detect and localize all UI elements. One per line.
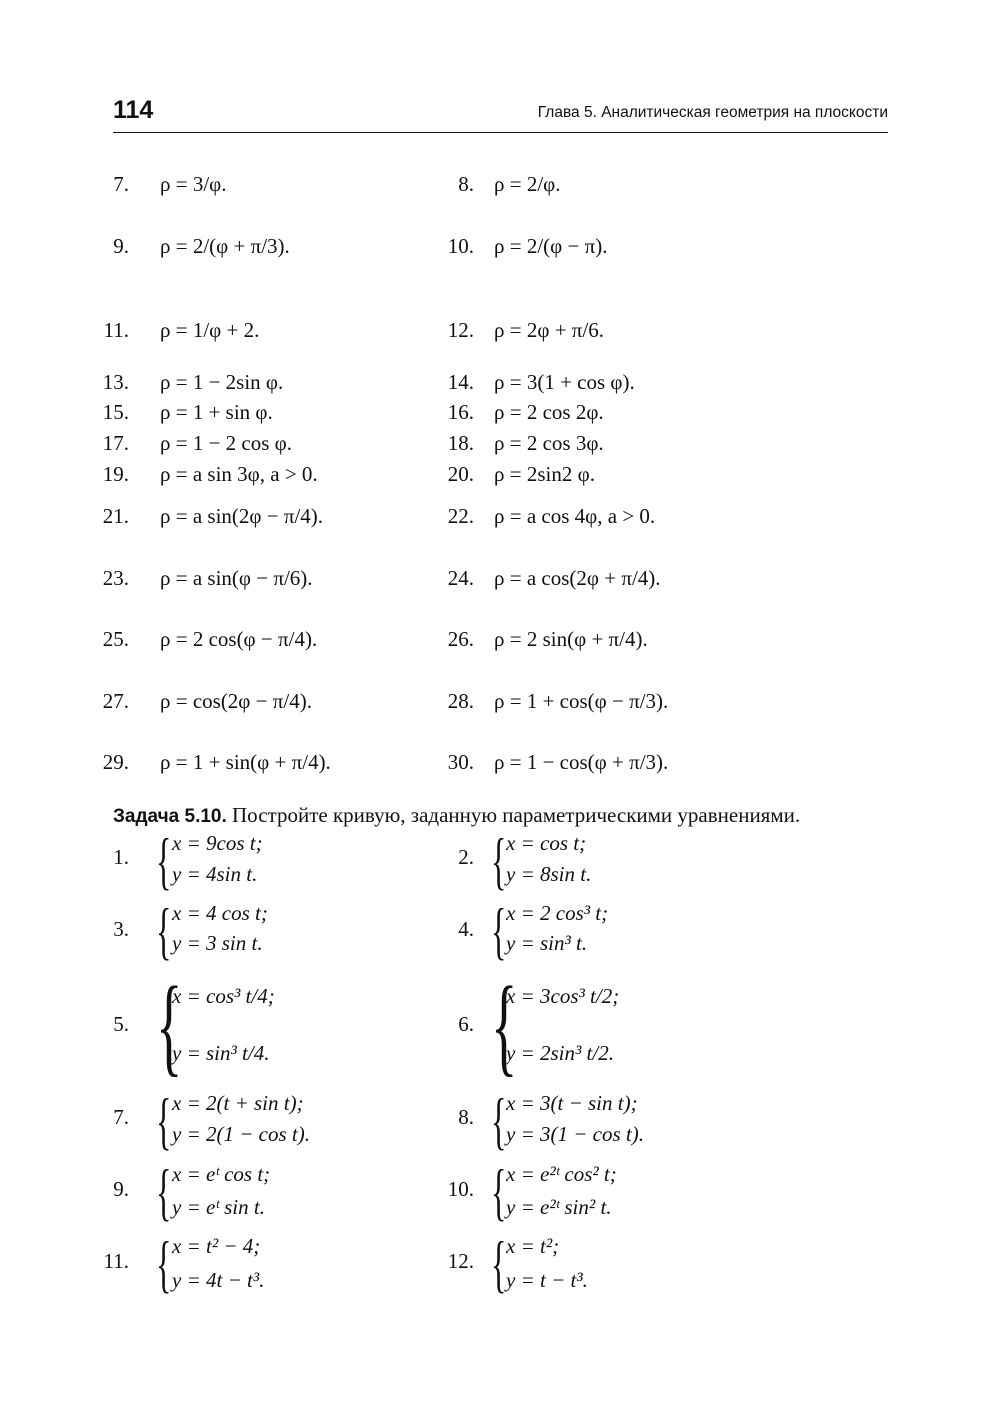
equation-number: 18.	[447, 431, 474, 455]
polar-equation-expression: ρ = cos(2φ − π/4).	[160, 689, 312, 713]
y-equation: y = 2(1 − cos t).	[172, 1122, 310, 1146]
polar-equation-expression: ρ = 3(1 + cos φ).	[494, 370, 635, 394]
equation-number: 19.	[102, 462, 129, 486]
y-equation: y = sin³ t.	[506, 931, 588, 955]
brace-icon: {	[491, 895, 507, 966]
system-number: 6.	[458, 1012, 474, 1036]
page-header	[113, 96, 888, 133]
y-equation: y = 2sin³ t/2.	[506, 1041, 614, 1065]
brace-icon: {	[156, 1085, 172, 1156]
polar-equation-expression: ρ = 1 + sin(φ + π/4).	[160, 750, 331, 774]
system-number: 8.	[458, 1105, 474, 1129]
y-equation: y = eᵗ sin t.	[172, 1195, 265, 1219]
equation-number: 8.	[458, 172, 474, 196]
polar-equation-expression: ρ = 1 − cos(φ + π/3).	[494, 750, 669, 774]
polar-equation-expression: ρ = 2/(φ − π).	[494, 234, 608, 258]
polar-equation-expression: ρ = 2sin2 φ.	[494, 462, 595, 486]
chapter-title: Глава 5. Аналитическая геометрия на плоскости	[537, 104, 888, 121]
y-equation: y = e²ᵗ sin² t.	[506, 1195, 612, 1219]
y-equation: y = 4t − t³.	[172, 1268, 265, 1292]
brace-icon: {	[156, 825, 172, 896]
system-number: 11.	[103, 1249, 129, 1273]
y-equation: y = sin³ t/4.	[172, 1041, 270, 1065]
task-heading	[113, 803, 800, 828]
system-number: 1.	[113, 845, 129, 869]
brace-icon: {	[156, 1156, 172, 1227]
system-number: 12.	[447, 1249, 474, 1273]
equation-number: 28.	[447, 689, 474, 713]
polar-equation-expression: ρ = 2 sin(φ + π/4).	[494, 627, 648, 651]
equation-number: 17.	[102, 431, 129, 455]
polar-equation-expression: ρ = a sin 3φ, a > 0.	[160, 462, 318, 486]
equation-number: 14.	[447, 370, 474, 394]
x-equation: x = 2 cos³ t;	[506, 901, 609, 925]
brace-icon: {	[491, 964, 518, 1086]
equation-number: 12.	[447, 318, 474, 342]
brace-icon: {	[491, 1156, 507, 1227]
equation-number: 9.	[113, 234, 129, 258]
y-equation: y = 4sin t.	[172, 862, 258, 886]
brace-icon: {	[156, 964, 183, 1086]
equation-number: 11.	[103, 318, 129, 342]
brace-icon: {	[156, 1228, 172, 1299]
polar-equation-expression: ρ = 1/φ + 2.	[160, 318, 260, 342]
equation-number: 13.	[102, 370, 129, 394]
polar-equation-expression: ρ = 2 cos(φ − π/4).	[160, 627, 318, 651]
x-equation: x = eᵗ cos t;	[172, 1162, 271, 1186]
equation-number: 20.	[447, 462, 474, 486]
equation-number: 10.	[447, 234, 474, 258]
polar-equation-expression: ρ = 1 + cos(φ − π/3).	[494, 689, 669, 713]
equation-number: 16.	[447, 400, 474, 424]
polar-equation-expression: ρ = 2 cos 2φ.	[494, 400, 604, 424]
polar-equation-expression: ρ = a sin(φ − π/6).	[160, 566, 313, 590]
x-equation: x = cos³ t/4;	[172, 984, 275, 1008]
task-label: Задача 5.10.	[113, 806, 227, 827]
polar-equation-expression: ρ = 1 − 2 cos φ.	[160, 431, 293, 455]
polar-equation-expression: ρ = 1 + sin φ.	[160, 400, 273, 424]
x-equation: x = t²;	[506, 1234, 560, 1258]
polar-equation-expression: ρ = 2/φ.	[494, 172, 561, 196]
equation-number: 26.	[447, 627, 474, 651]
system-number: 5.	[113, 1012, 129, 1036]
equation-number: 23.	[102, 566, 129, 590]
system-number: 7.	[113, 1105, 129, 1129]
y-equation: y = 3(1 − cos t).	[506, 1122, 644, 1146]
equation-number: 24.	[447, 566, 474, 590]
brace-icon: {	[491, 1085, 507, 1156]
polar-equation-expression: ρ = 2φ + π/6.	[494, 318, 604, 342]
page-number: 114	[113, 96, 154, 124]
system-number: 10.	[447, 1177, 474, 1201]
x-equation: x = 9cos t;	[172, 831, 263, 855]
polar-equation-expression: ρ = a sin(2φ − π/4).	[160, 504, 324, 528]
x-equation: x = 3(t − sin t);	[506, 1091, 638, 1115]
equation-number: 22.	[447, 504, 474, 528]
equation-number: 25.	[102, 627, 129, 651]
x-equation: x = cos t;	[506, 831, 587, 855]
y-equation: y = t − t³.	[506, 1268, 588, 1292]
equation-number: 29.	[102, 750, 129, 774]
polar-equation-expression: ρ = 3/φ.	[160, 172, 227, 196]
polar-equation-expression: ρ = 2/(φ + π/3).	[160, 234, 290, 258]
equation-number: 30.	[447, 750, 474, 774]
brace-icon: {	[491, 1228, 507, 1299]
x-equation: x = 2(t + sin t);	[172, 1091, 304, 1115]
system-number: 9.	[113, 1177, 129, 1201]
y-equation: y = 8sin t.	[506, 862, 592, 886]
system-number: 3.	[113, 917, 129, 941]
equation-number: 21.	[102, 504, 129, 528]
equation-number: 7.	[113, 172, 129, 196]
task-text: Постройте кривую, заданную параметрическими уравнениями.	[232, 803, 801, 827]
system-number: 2.	[458, 845, 474, 869]
polar-equation-expression: ρ = a cos 4φ, a > 0.	[494, 504, 656, 528]
x-equation: x = t² − 4;	[172, 1234, 261, 1258]
y-equation: y = 3 sin t.	[172, 931, 263, 955]
x-equation: x = 4 cos t;	[172, 901, 268, 925]
equation-number: 15.	[102, 400, 129, 424]
brace-icon: {	[491, 825, 507, 896]
equation-number: 27.	[102, 689, 129, 713]
brace-icon: {	[156, 895, 172, 966]
x-equation: x = 3cos³ t/2;	[506, 984, 620, 1008]
polar-equation-expression: ρ = 1 − 2sin φ.	[160, 370, 284, 394]
polar-equation-expression: ρ = 2 cos 3φ.	[494, 431, 604, 455]
system-number: 4.	[458, 917, 474, 941]
polar-equation-expression: ρ = a cos(2φ + π/4).	[494, 566, 661, 590]
x-equation: x = e²ᵗ cos² t;	[506, 1162, 617, 1186]
